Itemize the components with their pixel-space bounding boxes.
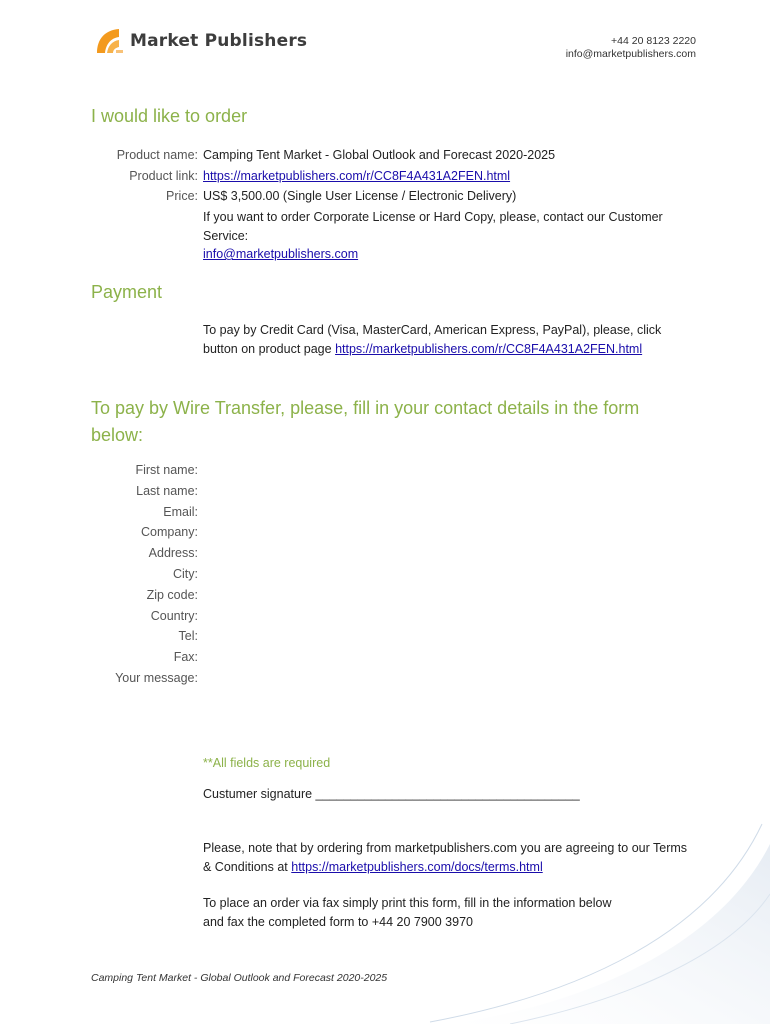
- header-email: info@marketpublishers.com: [565, 47, 696, 60]
- wire-heading: [91, 395, 639, 449]
- corporate-note: [203, 208, 723, 264]
- price-row: [0, 187, 770, 206]
- customer-signature[interactable]: Custumer signature ______________________________________: [203, 787, 580, 801]
- order-heading: I would like to order: [91, 106, 248, 126]
- form-label-country: Country:: [150, 608, 198, 623]
- product-name-value: Camping Tent Market - Global Outlook and Forecast 2020-2025: [203, 148, 556, 162]
- payment-line1: To pay by Credit Card (Visa, MasterCard, American Express, PayPal), please, click: [203, 323, 662, 337]
- form-label-tel: Tel:: [178, 629, 198, 644]
- product-name-label: Product name:: [116, 148, 198, 162]
- logo-mark-icon: [95, 27, 125, 55]
- wire-heading-line2: below:: [91, 425, 144, 445]
- terms-link[interactable]: https://marketpublishers.com/docs/terms.html: [291, 859, 543, 874]
- form-label-yourmessage: Your message:: [115, 671, 198, 685]
- payment-product-link[interactable]: https://marketpublishers.com/r/CC8F4A431A2FEN.html: [335, 341, 643, 356]
- corporate-note-line2: Service:: [203, 228, 249, 243]
- required-note: **All fields are required: [203, 756, 331, 770]
- product-link[interactable]: https://marketpublishers.com/r/CC8F4A431A2FEN.html: [203, 169, 511, 183]
- payment-line2-prefix: button on product page: [203, 341, 336, 356]
- product-name-row: [0, 146, 770, 165]
- payment-heading: Payment: [91, 282, 163, 302]
- form-label-firstname: First name:: [135, 463, 198, 477]
- terms-line1: Please, note that by ordering from marketpublishers.com you are agreeing to our Terms: [203, 841, 688, 855]
- service-email-link[interactable]: info@marketpublishers.com: [203, 247, 359, 261]
- header-contact: [566, 35, 696, 60]
- product-link-label: Product link:: [129, 169, 198, 183]
- product-link-row: [0, 167, 770, 186]
- corporate-note-line1: If you want to order Corporate License or Hard Copy, please, contact our Customer: [203, 210, 663, 224]
- form-label-email: Email:: [163, 504, 198, 519]
- terms-line2-prefix: & Conditions at: [203, 859, 292, 874]
- header-phone: +44 20 8123 2220: [611, 35, 696, 47]
- form-label-lastname: Last name:: [136, 483, 198, 498]
- form-label-fax: Fax:: [173, 650, 198, 665]
- wire-heading-line1: To pay by Wire Transfer, please, fill in your contact details in the form: [91, 398, 640, 418]
- decorative-swoosh: [390, 804, 770, 1024]
- form-label-address: Address:: [148, 546, 198, 561]
- form-label-zipcode: Zip code:: [146, 587, 198, 602]
- payment-line2: [203, 340, 723, 359]
- footer-title: Camping Tent Market - Global Outlook and Forecast 2020-2025: [91, 972, 388, 984]
- form-label-city: City:: [173, 567, 198, 581]
- price-value: US$ 3,500.00 (Single User License / Electronic Delivery): [203, 189, 517, 203]
- logo-text: Market Publishers: [130, 31, 308, 51]
- form-label-company: Company:: [141, 525, 198, 540]
- price-label: Price:: [166, 189, 198, 203]
- fax-line2: and fax the completed form to +44 20 7900 3970: [203, 914, 473, 929]
- logo: [95, 27, 307, 55]
- fax-line1: To place an order via fax simply print this form, fill in the information below: [203, 896, 612, 910]
- payment-text: [203, 321, 723, 358]
